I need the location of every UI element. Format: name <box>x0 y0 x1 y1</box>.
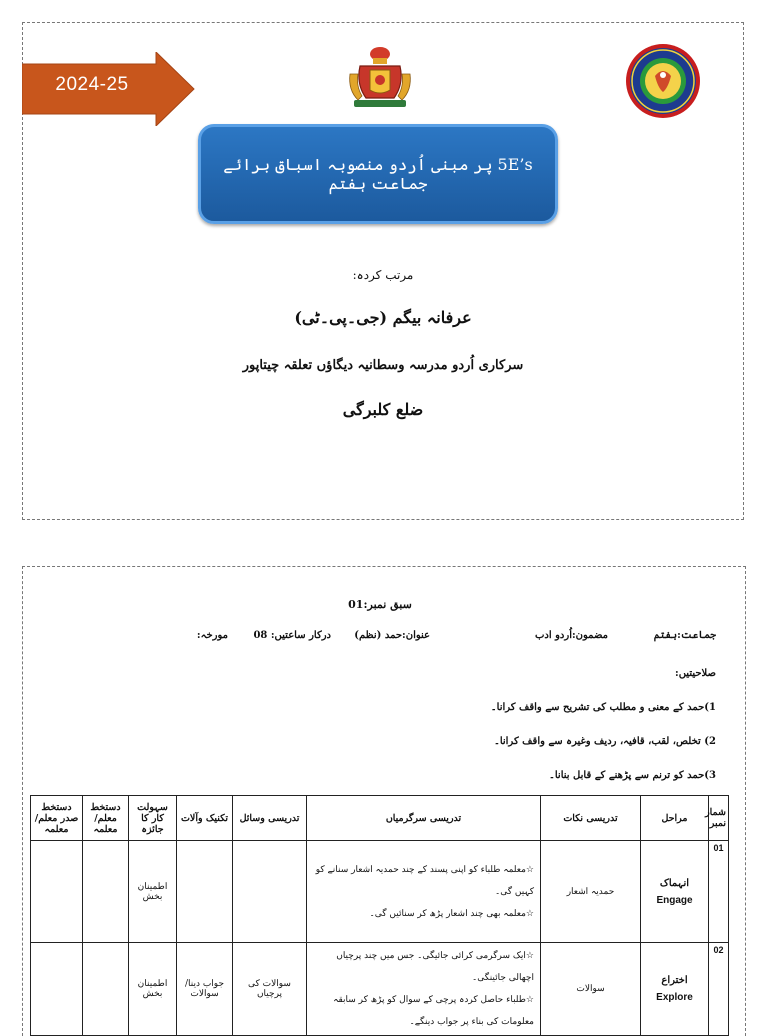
headmaster-signature-cell <box>31 943 83 1036</box>
education-department-logo-icon <box>624 42 702 120</box>
school-name: سرکاری اُردو مدرسہ وسطانیہ دیگاؤں تعلقہ چیتاپور <box>242 358 524 373</box>
column-header: تدریسی سرگرمیاں <box>307 796 541 841</box>
activity-line: ☆معلمہ بھی چند اشعار پڑھ کر سنائیں گی۔ <box>369 908 534 919</box>
column-header: سہولت کار کا جائزہ <box>129 796 177 841</box>
year-arrow-badge <box>22 52 196 126</box>
subject-label: مضمون:اُردو ادب <box>534 630 608 641</box>
resources-cell: سوالات کی پرچیاں <box>233 943 307 1036</box>
objective-item: 3)حمد کو ترنم سے پڑھنے کے قابل بنانا۔ <box>549 770 716 781</box>
objective-item: 1)حمد کے معنی و مطلب کی تشریح سے واقف کرانا۔ <box>490 702 716 713</box>
date-label: مورخہ: <box>196 630 228 641</box>
review-cell: اطمینان بخش <box>129 943 177 1036</box>
column-header: تدریسی نکات <box>541 796 641 841</box>
objective-item: 2) تخلص، لقب، قافیہ، ردیف وغیرہ سے واقف کرانا۔ <box>493 736 716 747</box>
periods-label: درکار ساعتیں: 08 <box>253 630 331 641</box>
column-header: مراحل <box>641 796 709 841</box>
skills-label: صلاحیتیں: <box>675 668 716 679</box>
column-header: دستخط صدر معلم/معلمہ <box>31 796 83 841</box>
title-banner <box>198 124 558 224</box>
compiled-by-label: مرتب کردہ: <box>352 268 414 282</box>
author-name: عرفانہ بیگم (جی۔پی۔ٹی) <box>294 308 472 327</box>
stage-cell <box>641 841 709 943</box>
teacher-signature-cell <box>83 841 129 943</box>
class-label: جماعت:ہفتم <box>653 630 716 641</box>
column-header: تکنیک وآلات <box>177 796 233 841</box>
activity-line: ☆طلباء حاصل کردہ پرچی کے سوال کو پڑھ کر سابقہ معلومات کی بناء پر جواب دینگے۔ <box>333 995 534 1027</box>
table-row <box>31 841 729 943</box>
stage-cell <box>641 943 709 1036</box>
column-header: دستخط معلم/معلمہ <box>83 796 129 841</box>
table-header-row <box>31 796 729 841</box>
lesson-number: سبق نمبر:01 <box>348 598 412 611</box>
district-name: ضلع کلبرگی <box>342 400 424 419</box>
headmaster-signature-cell <box>31 841 83 943</box>
table-row <box>31 943 729 1036</box>
state-emblem-icon <box>346 44 414 110</box>
review-cell: اطمینان بخش <box>129 841 177 943</box>
topic-label: عنوان:حمد (نظم) <box>354 630 430 641</box>
activity-line: ☆معلمہ طلباء کو اپنی پسند کے چند حمدیہ اشعار سنانے کو کہیں گی۔ <box>315 864 534 897</box>
stage-urdu: اختراع <box>661 975 688 986</box>
activities-cell <box>307 943 541 1036</box>
document-title: 5E’s پر مبنی اُردو منصوبہ اسباق برائے جماعت ہفتم <box>223 155 533 193</box>
activity-line: ☆ایک سرگرمی کرائی جائیگی۔ جس میں چند پرچیاں اچھالی جائینگی۔ <box>336 951 534 983</box>
row-number: 01 <box>709 841 729 943</box>
stage-english: Explore <box>656 992 693 1003</box>
resources-cell <box>233 841 307 943</box>
teacher-signature-cell <box>83 943 129 1036</box>
teaching-points-cell: حمدیہ اشعار <box>541 841 641 943</box>
column-header: شمار نمبر <box>709 796 729 841</box>
academic-year: 2024-25 <box>55 74 129 95</box>
row-number: 02 <box>709 943 729 1036</box>
teaching-points-cell: سوالات <box>541 943 641 1036</box>
technique-cell <box>177 841 233 943</box>
stage-urdu: انہماک <box>659 877 690 889</box>
stage-english: Engage <box>656 894 693 906</box>
technique-cell: جواب دینا/ سوالات <box>177 943 233 1036</box>
column-header: تدریسی وسائل <box>233 796 307 841</box>
activities-cell <box>307 841 541 943</box>
lesson-plan-table <box>30 795 729 1036</box>
